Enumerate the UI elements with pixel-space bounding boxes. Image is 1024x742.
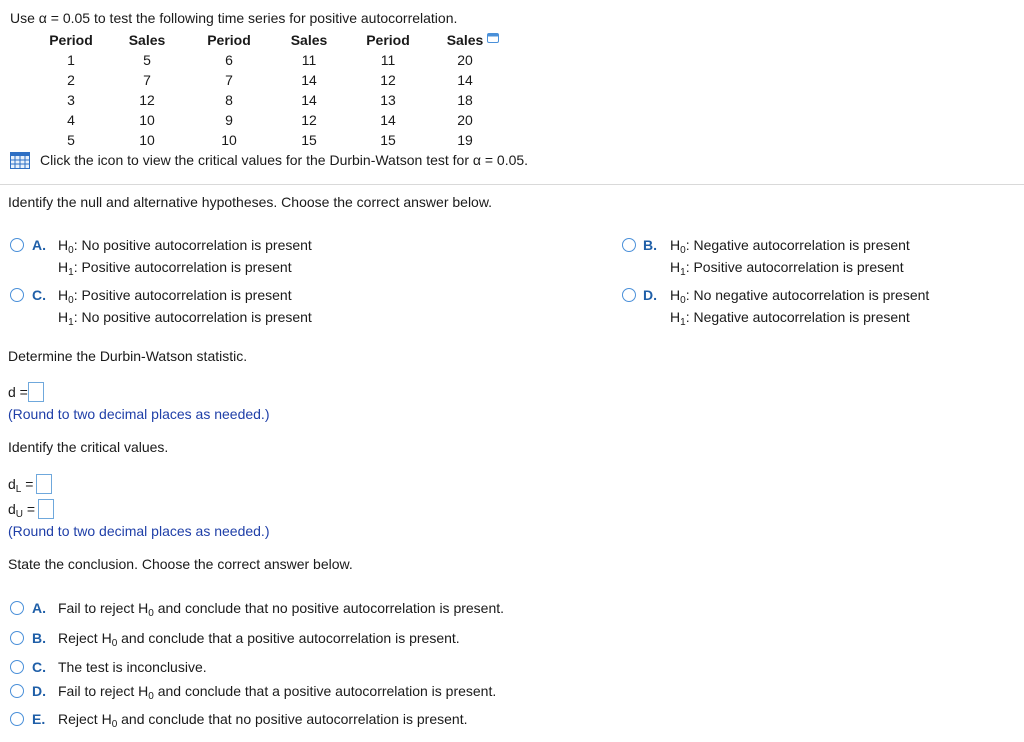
table-cell: 12 xyxy=(301,112,317,128)
conclusion-option-e-text[interactable]: Reject $H_0$ and conclude that no positive autocorrelation is present. xyxy=(58,711,468,730)
section-divider xyxy=(0,184,1024,185)
option-letter: D. xyxy=(643,287,657,303)
dw-statistic-prompt: Determine the Durbin-Watson statistic. xyxy=(8,348,248,364)
critical-values-prompt: Identify the critical values. xyxy=(8,439,169,455)
column-header: Sales xyxy=(290,32,328,48)
conclusion-option-a-radio[interactable] xyxy=(10,601,24,615)
table-cell: 20 xyxy=(457,52,473,68)
table-cell: 19 xyxy=(457,132,473,148)
hypothesis-option-c-h0[interactable]: $H_0$: Positive autocorrelation is present xyxy=(58,287,292,306)
hypothesis-option-d-radio[interactable] xyxy=(622,288,636,302)
table-cell: 15 xyxy=(380,132,396,148)
table-grid-icon[interactable] xyxy=(10,152,30,169)
hypothesis-option-b-h1[interactable]: $H_1$: Positive autocorrelation is present xyxy=(670,259,904,278)
table-row xyxy=(32,90,498,110)
table-row xyxy=(32,70,498,90)
column-header: Sales xyxy=(128,32,166,48)
option-letter: A. xyxy=(32,600,46,616)
column-header: Sales xyxy=(446,32,484,48)
table-cell: 14 xyxy=(301,72,317,88)
option-letter: B. xyxy=(643,237,657,253)
table-cell: 10 xyxy=(139,112,155,128)
d-input-row: d = xyxy=(8,382,44,402)
dl-answer-input[interactable] xyxy=(36,474,52,494)
critical-values-text: Click the icon to view the critical values for the Durbin-Watson test for α = 0.05. xyxy=(40,152,529,168)
table-cell: 10 xyxy=(139,132,155,148)
table-cell: 14 xyxy=(457,72,473,88)
hypothesis-option-a-radio[interactable] xyxy=(10,238,24,252)
table-cell: 7 xyxy=(143,72,151,88)
copy-data-icon[interactable] xyxy=(487,33,499,43)
table-cell: 8 xyxy=(225,92,233,108)
hypothesis-option-b-h0[interactable]: $H_0$: Negative autocorrelation is present xyxy=(670,237,910,256)
option-letter: E. xyxy=(32,711,46,727)
table-cell: 11 xyxy=(301,52,317,68)
table-cell: 15 xyxy=(301,132,317,148)
hypothesis-option-a-h1[interactable]: $H_1$: Positive autocorrelation is present xyxy=(58,259,292,278)
hypotheses-prompt: Identify the null and alternative hypotheses. Choose the correct answer below. xyxy=(8,194,493,210)
table-cell: 6 xyxy=(225,52,233,68)
round-note: (Round to two decimal places as needed.) xyxy=(8,523,270,539)
column-header: Period xyxy=(207,32,251,48)
dl-input-row: $d_L$ = xyxy=(8,474,52,495)
conclusion-option-c-radio[interactable] xyxy=(10,660,24,674)
table-row xyxy=(32,50,498,70)
table-cell: 12 xyxy=(139,92,155,108)
hypothesis-option-c-h1[interactable]: $H_1$: No positive autocorrelation is present xyxy=(58,309,312,328)
hypothesis-option-a-h0[interactable]: $H_0$: No positive autocorrelation is present xyxy=(58,237,312,256)
conclusion-prompt: State the conclusion. Choose the correct answer below. xyxy=(8,556,353,572)
d-answer-input[interactable] xyxy=(28,382,44,402)
conclusion-option-a-text[interactable]: Fail to reject $H_0$ and conclude that no positive autocorrelation is present. xyxy=(58,600,505,619)
table-row xyxy=(32,130,498,150)
du-input-row: $d_U$ = xyxy=(8,499,54,520)
hypothesis-option-d-h0[interactable]: $H_0$: No negative autocorrelation is present xyxy=(670,287,930,306)
table-cell: 3 xyxy=(67,92,75,108)
column-header: Period xyxy=(366,32,410,48)
table-cell: 5 xyxy=(67,132,75,148)
conclusion-option-b-radio[interactable] xyxy=(10,631,24,645)
round-note: (Round to two decimal places as needed.) xyxy=(8,406,270,422)
table-cell: 2 xyxy=(67,72,75,88)
question-intro: Use α = 0.05 to test the following time series for positive autocorrelation. xyxy=(10,10,458,26)
table-cell: 14 xyxy=(301,92,317,108)
table-cell: 12 xyxy=(380,72,396,88)
option-letter: A. xyxy=(32,237,46,253)
conclusion-option-d-text[interactable]: Fail to reject $H_0$ and conclude that a positive autocorrelation is present. xyxy=(58,683,497,702)
table-cell: 18 xyxy=(457,92,473,108)
alpha-symbol: α xyxy=(38,10,47,26)
time-series-table xyxy=(32,30,498,150)
table-cell: 9 xyxy=(225,112,233,128)
table-cell: 4 xyxy=(67,112,75,128)
table-row xyxy=(32,110,498,130)
hypothesis-option-d-h1[interactable]: $H_1$: Negative autocorrelation is present xyxy=(670,309,910,328)
conclusion-option-e-radio[interactable] xyxy=(10,712,24,726)
option-letter: C. xyxy=(32,659,46,675)
conclusion-option-c-text[interactable]: The test is inconclusive. xyxy=(58,659,207,675)
table-cell: 20 xyxy=(457,112,473,128)
hypothesis-option-b-radio[interactable] xyxy=(622,238,636,252)
column-header: Period xyxy=(49,32,93,48)
table-header-row xyxy=(32,30,498,50)
table-cell: 7 xyxy=(225,72,233,88)
table-cell: 5 xyxy=(143,52,151,68)
option-letter: B. xyxy=(32,630,46,646)
option-letter: C. xyxy=(32,287,46,303)
option-letter: D. xyxy=(32,683,46,699)
table-cell: 13 xyxy=(380,92,396,108)
table-cell: 10 xyxy=(221,132,237,148)
table-cell: 11 xyxy=(380,52,396,68)
table-cell: 1 xyxy=(67,52,75,68)
conclusion-option-d-radio[interactable] xyxy=(10,684,24,698)
du-answer-input[interactable] xyxy=(38,499,54,519)
conclusion-option-b-text[interactable]: Reject $H_0$ and conclude that a positive autocorrelation is present. xyxy=(58,630,460,649)
table-cell: 14 xyxy=(380,112,396,128)
hypothesis-option-c-radio[interactable] xyxy=(10,288,24,302)
